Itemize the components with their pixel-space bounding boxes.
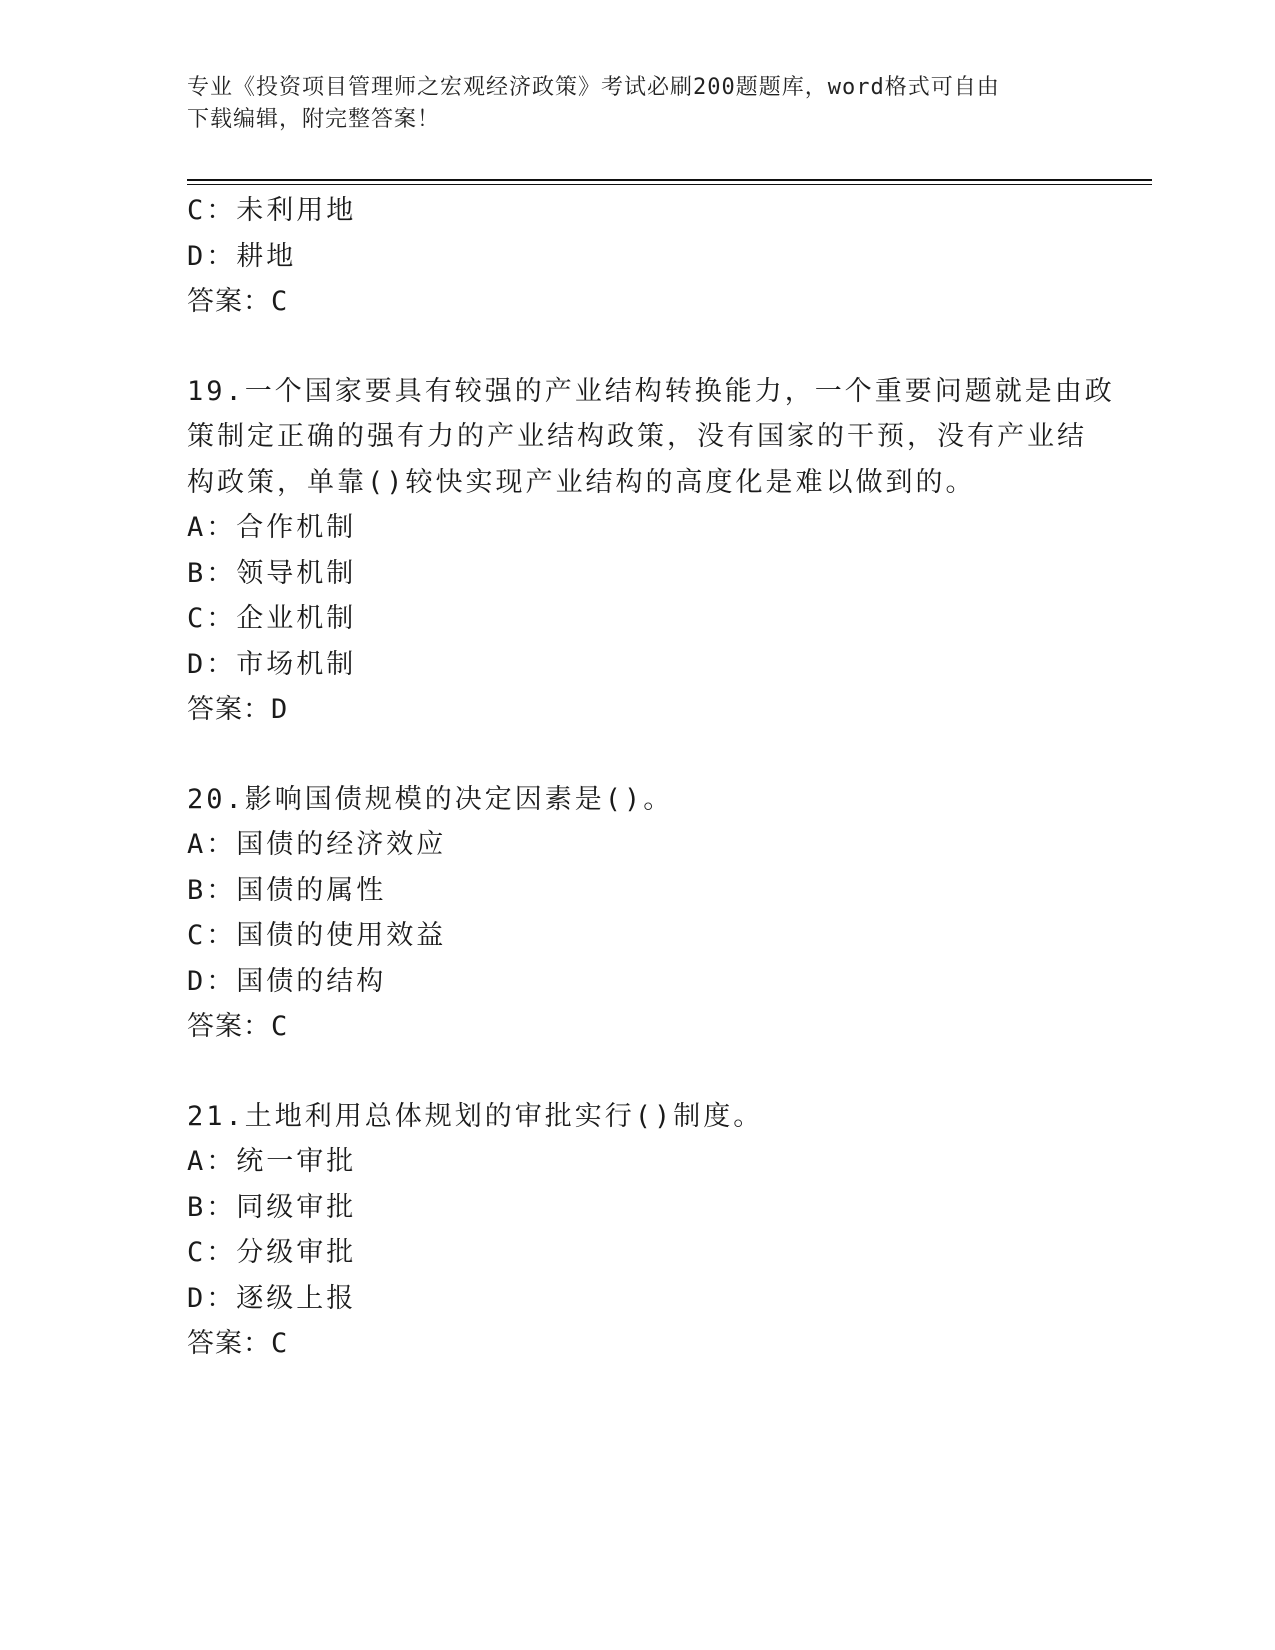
question-text-line: 20.影响国债规模的决定因素是()。 [187, 783, 674, 815]
option-d: D：国债的结构 [187, 965, 387, 997]
option-d: D：耕地 [187, 240, 297, 272]
option-b: B：同级审批 [187, 1191, 357, 1223]
answer-line: 答案：C [187, 286, 289, 317]
question-text-line: 策制定正确的强有力的产业结构政策，没有国家的干预，没有产业结 [187, 421, 1087, 452]
answer-line: 答案：C [187, 1328, 289, 1359]
question-21 [187, 1094, 1087, 1367]
option-b: B：领导机制 [187, 557, 357, 589]
option-a: A：统一审批 [187, 1146, 357, 1177]
option-d: D：逐级上报 [187, 1282, 357, 1314]
question-text-line: 构政策，单靠()较快实现产业结构的高度化是难以做到的。 [187, 466, 976, 498]
question-text-line: 19.一个国家要具有较强的产业结构转换能力，一个重要问题就是由政 [187, 375, 1115, 407]
question-20 [187, 777, 1087, 1050]
option-a: A：国债的经济效应 [187, 829, 447, 860]
page-header [187, 72, 1067, 136]
option-c: C：企业机制 [187, 603, 357, 634]
document-body [187, 188, 1115, 1367]
header-rule-thin [187, 184, 1152, 185]
question-19 [187, 369, 1115, 733]
option-c: C：分级审批 [187, 1237, 357, 1268]
answer-line: 答案：D [187, 694, 289, 725]
option-c: C：国债的使用效益 [187, 920, 447, 951]
header-line-1: 专业《投资项目管理师之宏观经济政策》考试必刷200题题库，word格式可自由 [187, 75, 1000, 100]
option-a: A：合作机制 [187, 512, 357, 543]
option-d: D：市场机制 [187, 648, 357, 680]
header-line-2: 下载编辑，附完整答案！ [187, 107, 441, 132]
option-b: B：国债的属性 [187, 874, 387, 906]
header-rule-thick [187, 179, 1152, 181]
option-c: C：未利用地 [187, 195, 357, 226]
prev-question-block [187, 188, 1087, 325]
answer-line: 答案：C [187, 1011, 289, 1042]
question-text-line: 21.土地利用总体规划的审批实行()制度。 [187, 1100, 764, 1132]
